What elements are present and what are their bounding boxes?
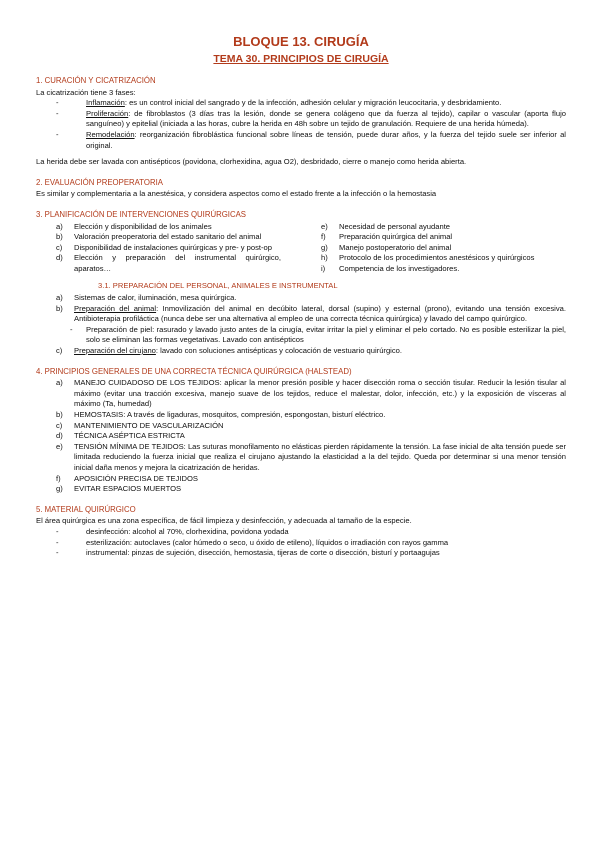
item-marker: g) (56, 484, 63, 494)
item-text: Competencia de los investigadores. (339, 263, 460, 273)
list-item (301, 253, 566, 264)
item-marker: f) (321, 232, 326, 242)
list-item (36, 253, 301, 274)
item-text: EVITAR ESPACIOS MUERTOS (74, 484, 182, 494)
item-marker: e) (56, 441, 63, 451)
item-marker: f) (56, 473, 61, 483)
document-page (36, 34, 566, 559)
list-item (301, 222, 566, 233)
list-item (36, 484, 566, 495)
item-text: Preparación quirúrgica del animal (339, 232, 453, 242)
item-text: MANEJO CUIDADOSO DE LOS TEJIDOS: aplicar la menor presión posible y hacer disección roma o sección tisular. Reducir la lesión tisular al máximo (evitar una tracción excesiva, manejo suave de los tejidos, reduce el malestar, dolor, infección, etc.) y la exposición de vísceras al máximo (Ta, humedad) (74, 378, 566, 409)
list-item (36, 222, 301, 233)
item-marker: d) (56, 253, 63, 263)
section-5-intro: El área quirúrgica es una zona específica, de fácil limpieza y desinfección, y adecuada al tamaño de la especie. (36, 516, 412, 526)
list-item (36, 293, 566, 304)
item-marker: b) (56, 410, 63, 420)
item-text: : reorganización fibroblástica funcional sobre líneas de tensión, puede durar años, y la fuerza del tejido suele ser inferior al original. (86, 129, 566, 150)
list-item (36, 442, 566, 474)
list-item: - esterilización: autoclaves (calor húmedo o seco, u óxido de etileno), líquidos o irradiación con rayos gamma (36, 538, 566, 549)
item-text: HEMOSTASIS: A través de ligaduras, mosquitos, compresión, espongostan, bisturí eléctrico. (74, 410, 386, 420)
section-1-list (36, 98, 566, 151)
item-marker: a) (56, 221, 63, 231)
term: Inflamación (86, 98, 125, 108)
section-3-heading: 3. PLANIFICACIÓN DE INTERVENCIONES QUIRÚRGICAS (36, 209, 246, 219)
section-1-closing: La herida debe ser lavada con antisépticos (povidona, clorhexidina, agua O2), desbridado, cierre o manejo como herida abierta. (36, 157, 467, 167)
item-text: : lavado con soluciones antisépticas y colocación de vestuario quirúrgico. (155, 346, 402, 356)
section-3-1-list (36, 293, 566, 325)
item-text: Disponibilidad de instalaciones quirúrgicas y pre- y post-op (74, 242, 272, 252)
list-item (36, 98, 566, 109)
item-marker: d) (56, 431, 63, 441)
list-item (36, 346, 566, 357)
item-marker: a) (56, 378, 63, 388)
list-item (36, 304, 566, 325)
item-text: : Inmovilización del animal en decúbito lateral, dorsal (supino) y esternal (prono), evitando una tensión excesiva. Antibioterapia profiláctica (nunca debe ser una alternativa al empleo de una correcta técnica quirúrgica) y lavado del campo quirúrgico. (74, 303, 566, 324)
item-text: Sistemas de calor, iluminación, mesa quirúrgica. (74, 293, 237, 303)
item-marker: b) (56, 232, 63, 242)
item-marker: h) (321, 253, 328, 263)
list-item: - Preparación de piel: rasurado y lavado justo antes de la cirugía, evitar irritar la piel y eliminar el pelo cortado. No es posible esterilizar la piel, solo se eliminan las formas vegetativas. Lavado con antisépticos (36, 325, 566, 346)
section-2-heading: 2. EVALUACIÓN PREOPERATORIA (36, 177, 163, 187)
item-text: : de fibroblastos (3 días tras la lesión, donde se genera colágeno que da fuerza al tejido), capilar o vascular (aporta flujo sanguíneo) y epitelial (iniciada a las horas, cubre la herida en 48h sobre un tejido de granulación. Requiere de una herida húmeda). (86, 108, 566, 129)
section-1-heading: 1. CURACIÓN Y CICATRIZACIÓN (36, 76, 156, 85)
item-text: TÉCNICA ASÉPTICA ESTRICTA (74, 431, 185, 441)
list-item (36, 431, 566, 442)
item-marker: c) (56, 242, 63, 252)
item-text: TENSIÓN MÍNIMA DE TEJIDOS: Las suturas monofilamento no elásticas pierden rápidamente la tensión. La fase inicial de alta tensión puede ser limitada reduciendo la fuerza inicial que realiza el cirujano ajustando la elasticidad a la del tejido. Queda por determinar si una menor tensión inicial daña menos y mejora la cicatrización de heridas. (74, 441, 566, 472)
list-item (36, 378, 566, 410)
item-text: : es un control inicial del sangrado y de la infección, adhesión celular y migración leucocitaria, y desbridamiento. (124, 98, 502, 108)
list-item (301, 232, 566, 243)
list-item (36, 232, 301, 243)
list-item (36, 243, 301, 254)
item-marker: b) (56, 303, 63, 313)
section-4-list (36, 378, 566, 495)
section-5-heading: 5. MATERIAL QUIRÚRGICO (36, 504, 136, 514)
item-marker: g) (321, 242, 328, 252)
section-5-list (36, 527, 566, 559)
item-marker: a) (56, 293, 63, 303)
list-item (301, 264, 566, 275)
list-item (36, 410, 566, 421)
item-marker: c) (56, 420, 63, 430)
section-4-heading: 4. PRINCIPIOS GENERALES DE UNA CORRECTA TÉCNICA QUIRÚRGICA (HALSTEAD) (36, 366, 352, 376)
item-text: Protocolo de los procedimientos anestésicos y quirúrgicos (339, 253, 535, 263)
term: Remodelación (86, 129, 135, 139)
item-marker: i) (321, 263, 326, 273)
term: Proliferación (86, 108, 129, 118)
section-3-1-sublist (36, 325, 566, 346)
section-3-columns (36, 222, 566, 275)
item-text: MANTENIMIENTO DE VASCULARIZACIÓN (74, 420, 224, 430)
item-marker: c) (56, 346, 63, 356)
document-subtitle: TEMA 30. PRINCIPIOS DE CIRUGÍA (213, 53, 389, 65)
item-text: Elección y preparación del instrumental quirúrgico, aparatos… (74, 253, 281, 273)
term: Preparación del cirujano (74, 346, 156, 356)
list-item (36, 421, 566, 432)
item-text: Valoración preoperatoria del estado sanitario del animal (74, 232, 262, 242)
item-marker: e) (321, 221, 328, 231)
item-text: APOSICIÓN PRECISA DE TEJIDOS (74, 473, 198, 483)
section-2-text: Es similar y complementaria a la anestésica, y considera aspectos como el estado frente a la infección o la hemostasia (36, 189, 437, 199)
item-text: Elección y disponibilidad de los animales (74, 221, 212, 231)
document-title: BLOQUE 13. CIRUGÍA (233, 34, 369, 49)
list-item (36, 109, 566, 130)
term: Preparación del animal (74, 303, 157, 313)
list-item (301, 243, 566, 254)
section-3-left-column (36, 222, 301, 275)
item-text: Necesidad de personal ayudante (339, 221, 451, 231)
item-text: Manejo postoperatorio del animal (339, 242, 452, 252)
section-3-1-heading: 3.1. PREPARACIÓN DEL PERSONAL, ANIMALES E INSTRUMENTAL (98, 280, 338, 290)
list-item (36, 130, 566, 151)
list-item: - desinfección: alcohol al 70%, clorhexidina, povidona yodada (36, 527, 566, 538)
list-item (36, 474, 566, 485)
section-1-intro: La cicatrización tiene 3 fases: (36, 87, 136, 97)
section-3-1-list-cont (36, 346, 566, 357)
list-item: - instrumental: pinzas de sujeción, disección, hemostasia, tijeras de corte o disección, bisturí y portaagujas (36, 548, 566, 559)
section-3-right-column (301, 222, 566, 275)
